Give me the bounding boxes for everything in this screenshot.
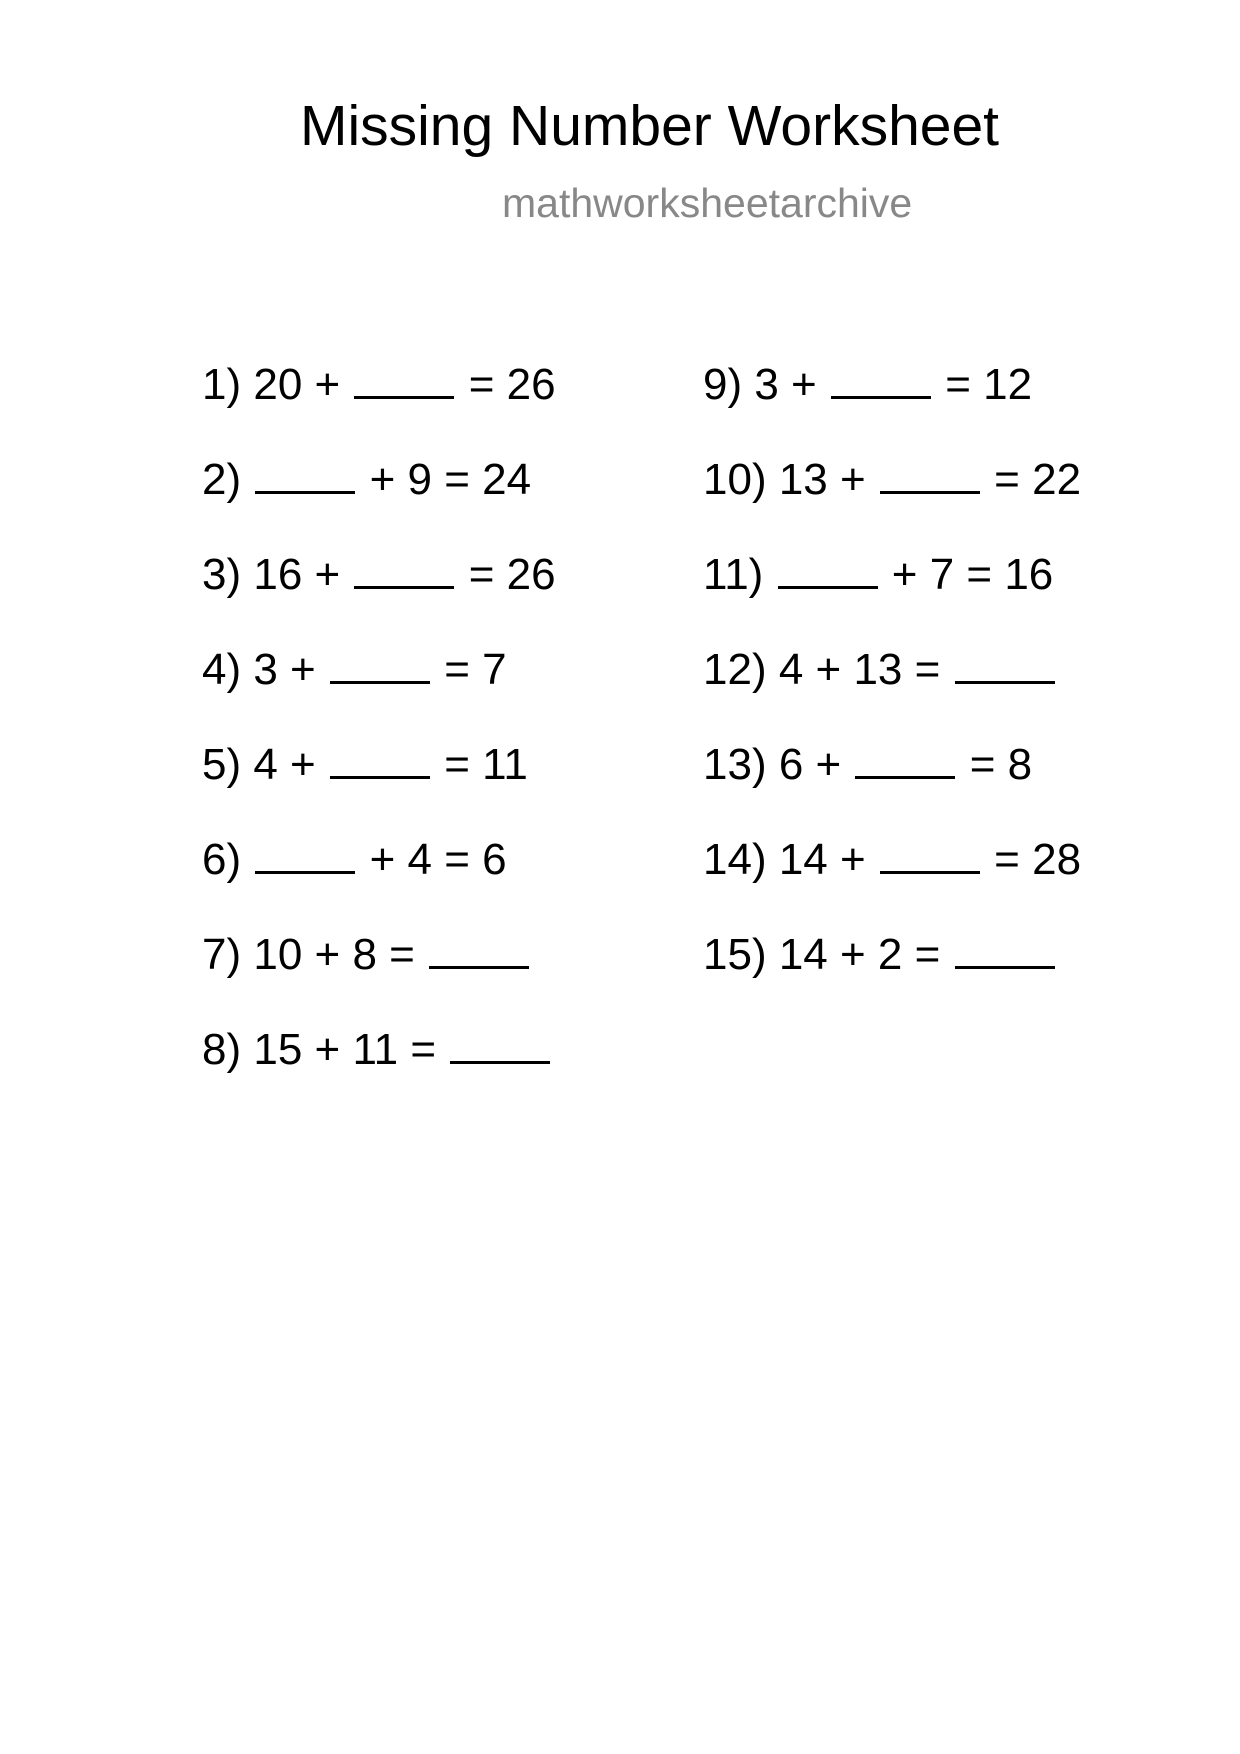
problem-expression: = 8: [969, 740, 1033, 789]
answer-blank[interactable]: [855, 730, 955, 779]
problem-item: [202, 350, 556, 445]
problem-number: 1): [202, 360, 242, 409]
problem-number: 3): [202, 550, 242, 599]
problem-expression: + 9 = 24: [369, 455, 532, 504]
worksheet-title: Missing Number Worksheet: [300, 94, 1000, 158]
problem-number: 9): [703, 360, 743, 409]
problem-item: [202, 730, 556, 825]
problem-expression: 6 +: [778, 740, 842, 789]
problem-number: 11): [703, 550, 764, 599]
answer-blank[interactable]: [955, 635, 1055, 684]
answer-blank[interactable]: [955, 920, 1055, 969]
problem-item: [202, 920, 556, 1015]
problem-expression: = 12: [945, 360, 1033, 409]
problem-expression: 14 +: [778, 835, 866, 884]
problem-number: 2): [202, 455, 242, 504]
answer-blank[interactable]: [429, 920, 529, 969]
answer-blank[interactable]: [880, 445, 980, 494]
problem-number: 13): [703, 740, 767, 789]
problem-number: 10): [703, 455, 767, 504]
problem-number: 6): [202, 835, 242, 884]
problem-expression: = 11: [444, 740, 528, 789]
answer-blank[interactable]: [880, 825, 980, 874]
problem-expression: 13 +: [778, 455, 866, 504]
answer-blank[interactable]: [354, 540, 454, 589]
answer-blank[interactable]: [450, 1015, 550, 1064]
problem-item: [703, 445, 1081, 540]
problem-item: [703, 540, 1081, 635]
problem-expression: 15 + 11 =: [253, 1025, 437, 1074]
answer-blank[interactable]: [255, 825, 355, 874]
problem-expression: = 22: [994, 455, 1082, 504]
problem-expression: 3 +: [754, 360, 817, 409]
problem-expression: 16 +: [253, 550, 341, 599]
problem-number: 12): [703, 645, 767, 694]
problem-expression: 3 +: [253, 645, 316, 694]
answer-blank[interactable]: [354, 350, 454, 399]
problem-number: 15): [703, 930, 767, 979]
problem-item: [202, 635, 556, 730]
problem-expression: 4 +: [253, 740, 316, 789]
problem-expression: = 28: [994, 835, 1082, 884]
problem-item: [202, 540, 556, 635]
problem-number: 4): [202, 645, 242, 694]
problem-expression: 4 + 13 =: [778, 645, 941, 694]
problem-item: [202, 445, 556, 540]
problem-number: 14): [703, 835, 767, 884]
problem-item: [703, 825, 1081, 920]
problem-number: 5): [202, 740, 242, 789]
worksheet-source: mathworksheetarchive: [502, 180, 913, 226]
problems-left-column: [202, 350, 556, 1110]
problem-number: 8): [202, 1025, 242, 1074]
problem-item: [703, 350, 1081, 445]
problems-right-column: [703, 350, 1081, 1015]
problem-expression: = 7: [444, 645, 507, 694]
answer-blank[interactable]: [255, 445, 355, 494]
problem-expression: + 7 = 16: [891, 550, 1054, 599]
problem-number: 7): [202, 930, 242, 979]
problem-item: [703, 635, 1081, 730]
problem-expression: 10 + 8 =: [253, 930, 415, 979]
answer-blank[interactable]: [330, 730, 430, 779]
problem-expression: + 4 = 6: [369, 835, 507, 884]
problem-item: [202, 825, 556, 920]
answer-blank[interactable]: [831, 350, 931, 399]
problem-expression: = 26: [468, 550, 556, 599]
answer-blank[interactable]: [778, 540, 878, 589]
problem-item: [202, 1015, 556, 1110]
problem-item: [703, 920, 1081, 1015]
problem-expression: 20 +: [253, 360, 341, 409]
problem-expression: = 26: [468, 360, 556, 409]
problem-expression: 14 + 2 =: [778, 930, 941, 979]
problem-item: [703, 730, 1081, 825]
answer-blank[interactable]: [330, 635, 430, 684]
